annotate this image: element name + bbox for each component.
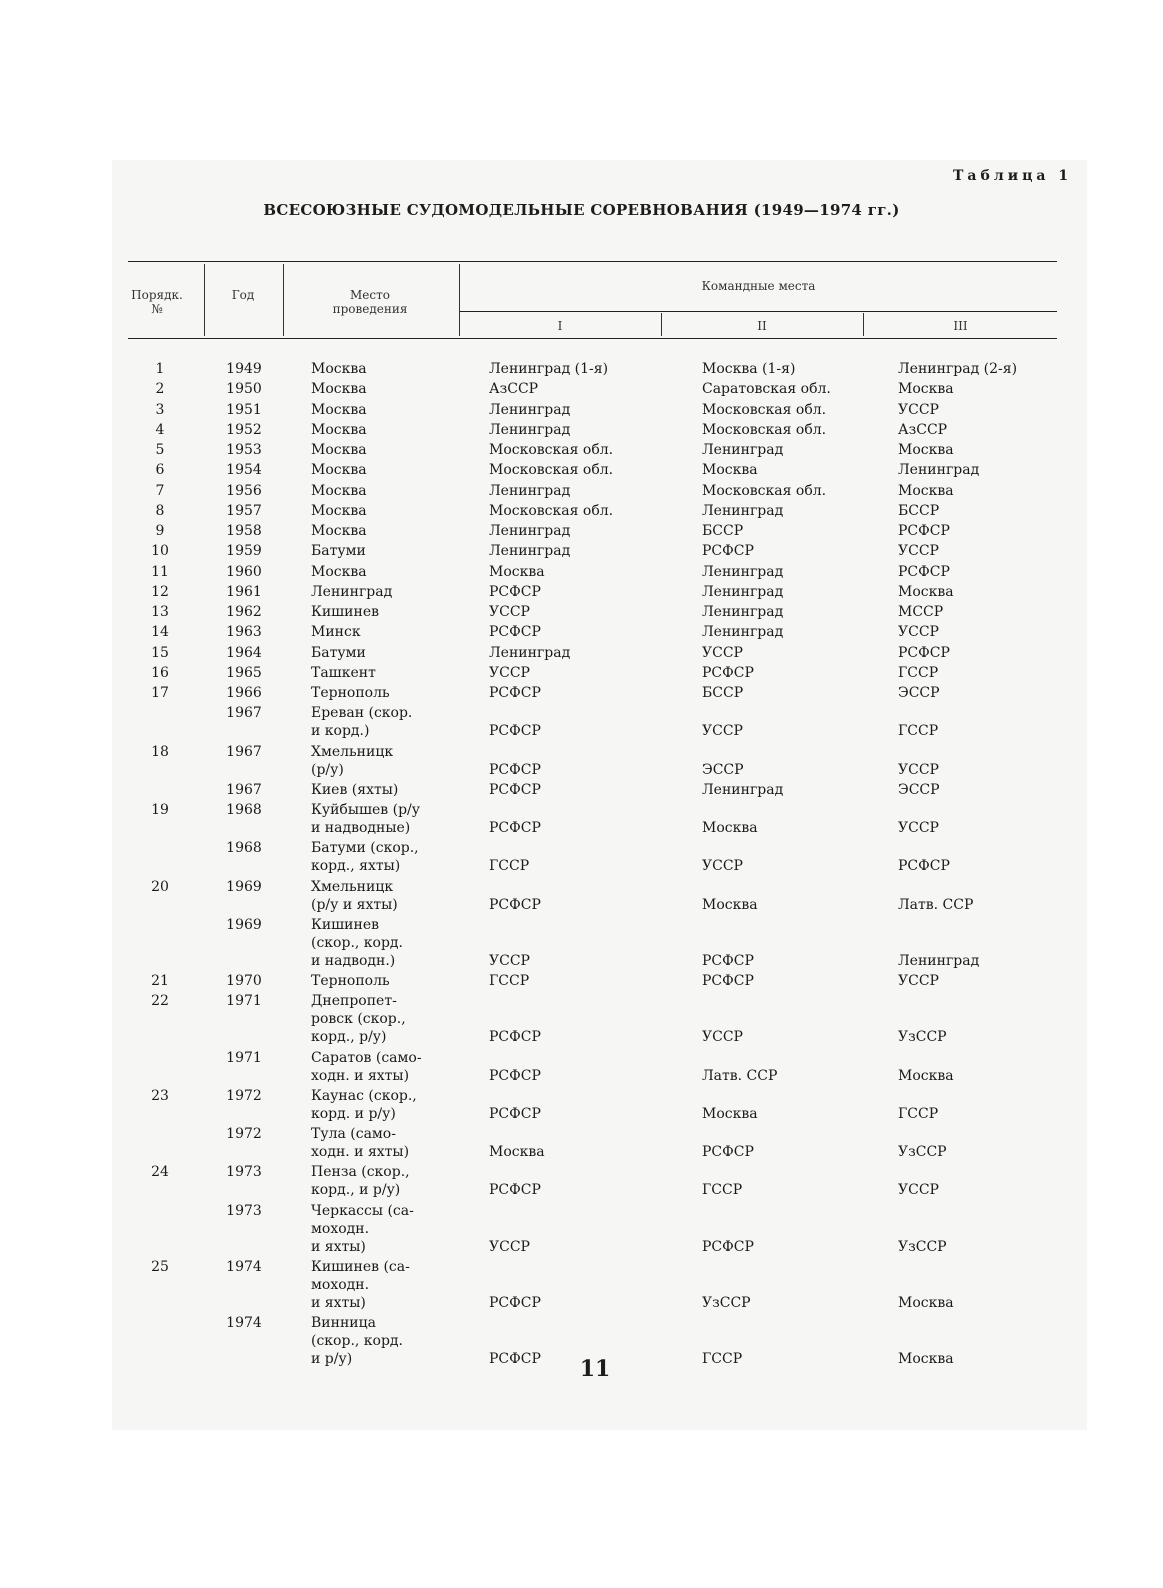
row-year: 1962 bbox=[226, 604, 262, 620]
row-place: Минск bbox=[311, 624, 361, 641]
row-first-place: РСФСР bbox=[489, 781, 541, 798]
row-second-place: Саратовская обл. bbox=[702, 381, 831, 398]
row-place: Ташкент bbox=[311, 664, 376, 681]
row-place: Винница (скор., корд. и р/у) bbox=[311, 1315, 404, 1367]
row-second-place: ГССР bbox=[702, 1351, 743, 1367]
row-third-place: Москва bbox=[898, 442, 954, 458]
row-number: 18 bbox=[151, 743, 169, 760]
row-first-place: АзССР bbox=[489, 381, 539, 398]
row-third-place: Москва bbox=[898, 1067, 954, 1084]
row-place: Кишинев bbox=[311, 604, 380, 620]
row-third-place: Москва bbox=[898, 381, 954, 398]
row-second-place: Москва (1-я) bbox=[702, 361, 796, 377]
table-top-rule bbox=[128, 261, 1057, 262]
row-number: 2 bbox=[155, 381, 165, 398]
row-first-place: РСФСР bbox=[489, 1294, 541, 1311]
row-place: Хмельницк (р/у и яхты) bbox=[311, 878, 398, 913]
row-third-place: УССР bbox=[898, 401, 939, 418]
row-year: 1965 bbox=[226, 664, 262, 681]
row-first-place: УССР bbox=[489, 1238, 530, 1255]
header-third: III bbox=[953, 319, 968, 333]
row-first-place: УССР bbox=[489, 604, 530, 620]
row-place: Саратов (само- ходн. и яхты) bbox=[311, 1049, 422, 1084]
header-second: II bbox=[757, 319, 767, 333]
row-number: 13 bbox=[151, 604, 169, 620]
row-third-place: УССР bbox=[898, 820, 939, 836]
row-year: 1968 bbox=[226, 802, 262, 818]
row-first-place: Ленинград bbox=[489, 421, 571, 438]
row-third-place: МССР bbox=[898, 604, 944, 620]
row-second-place: Ленинград bbox=[702, 624, 784, 641]
table-title: ВСЕСОЮЗНЫЕ СУДОМОДЕЛЬНЫЕ СОРЕВНОВАНИЯ (1949—1974 гг.) bbox=[263, 201, 900, 219]
row-year: 1970 bbox=[226, 973, 262, 989]
row-second-place: Москва bbox=[702, 1105, 758, 1122]
row-place: Ереван (скор. и корд.) bbox=[311, 705, 413, 740]
row-year: 1963 bbox=[226, 624, 262, 641]
row-first-place: Ленинград bbox=[489, 543, 571, 560]
row-first-place: Москва bbox=[489, 563, 545, 580]
row-second-place: УзССР bbox=[702, 1294, 751, 1311]
row-second-place: Московская обл. bbox=[702, 421, 827, 438]
row-year: 1972 bbox=[226, 1087, 262, 1104]
row-year: 1959 bbox=[226, 543, 262, 560]
row-first-place: Ленинград bbox=[489, 401, 571, 418]
row-year: 1953 bbox=[226, 442, 262, 458]
row-third-place: ГССР bbox=[898, 664, 939, 681]
row-third-place: Москва bbox=[898, 583, 954, 600]
row-place: Каунас (скор., корд. и р/у) bbox=[311, 1087, 417, 1122]
header-place: Место проведения bbox=[332, 288, 408, 316]
row-year: 1967 bbox=[226, 705, 262, 722]
row-second-place: Ленинград bbox=[702, 442, 784, 458]
row-number: 8 bbox=[155, 502, 165, 519]
row-third-place: РСФСР bbox=[898, 523, 950, 539]
row-third-place: УзССР bbox=[898, 1144, 947, 1160]
row-second-place: РСФСР bbox=[702, 1238, 754, 1255]
row-third-place: Москва bbox=[898, 1294, 954, 1311]
row-place: Москва bbox=[311, 361, 367, 377]
row-first-place: ГССР bbox=[489, 973, 530, 989]
row-third-place: УССР bbox=[898, 973, 939, 989]
row-place: Батуми bbox=[311, 543, 366, 560]
row-second-place: РСФСР bbox=[702, 543, 754, 560]
row-third-place: УзССР bbox=[898, 1029, 947, 1046]
row-third-place: ГССР bbox=[898, 723, 939, 740]
row-place: Киев (яхты) bbox=[311, 781, 399, 798]
row-second-place: УССР bbox=[702, 858, 743, 875]
row-third-place: Ленинград bbox=[898, 952, 980, 969]
row-number: 23 bbox=[151, 1087, 169, 1104]
row-second-place: УССР bbox=[702, 723, 743, 740]
row-place: Тернополь bbox=[311, 685, 390, 701]
row-first-place: УССР bbox=[489, 664, 530, 681]
row-second-place: РСФСР bbox=[702, 973, 754, 989]
row-third-place: РСФСР bbox=[898, 644, 950, 661]
row-number: 11 bbox=[151, 563, 169, 580]
row-year: 1966 bbox=[226, 685, 262, 701]
row-third-place: Москва bbox=[898, 482, 954, 499]
row-second-place: Москва bbox=[702, 820, 758, 836]
row-first-place: РСФСР bbox=[489, 1105, 541, 1122]
row-number: 7 bbox=[155, 482, 165, 499]
row-place: Куйбышев (р/у и надводные) bbox=[311, 802, 420, 836]
header-bottom-rule bbox=[128, 338, 1057, 339]
row-year: 1950 bbox=[226, 381, 262, 398]
row-third-place: УССР bbox=[898, 624, 939, 641]
row-place: Хмельницк (р/у) bbox=[311, 743, 394, 778]
row-third-place: ЭССР bbox=[898, 685, 940, 701]
row-first-place: РСФСР bbox=[489, 1351, 541, 1367]
row-second-place: Москва bbox=[702, 462, 758, 479]
row-year: 1969 bbox=[226, 916, 262, 933]
row-second-place: Ленинград bbox=[702, 604, 784, 620]
row-year: 1974 bbox=[226, 1315, 262, 1331]
row-first-place: РСФСР bbox=[489, 896, 541, 913]
row-year: 1956 bbox=[226, 482, 262, 499]
row-second-place: Ленинград bbox=[702, 502, 784, 519]
row-place: Днепропет- ровск (скор., корд., р/у) bbox=[311, 993, 406, 1046]
row-second-place: БССР bbox=[702, 685, 744, 701]
row-year: 1967 bbox=[226, 781, 262, 798]
row-first-place: Москва bbox=[489, 1144, 545, 1160]
row-place: Москва bbox=[311, 442, 367, 458]
row-first-place: Ленинград bbox=[489, 482, 571, 499]
header-first: I bbox=[557, 319, 563, 333]
row-second-place: Москва bbox=[702, 896, 758, 913]
row-first-place: Ленинград (1-я) bbox=[489, 361, 609, 377]
row-third-place: УССР bbox=[898, 1182, 939, 1199]
row-year: 1958 bbox=[226, 523, 262, 539]
row-number: 25 bbox=[151, 1258, 169, 1275]
row-third-place: БССР bbox=[898, 502, 940, 519]
row-number: 3 bbox=[155, 401, 165, 418]
row-place: Москва bbox=[311, 401, 367, 418]
row-second-place: РСФСР bbox=[702, 664, 754, 681]
row-third-place: Москва bbox=[898, 1351, 954, 1367]
row-first-place: РСФСР bbox=[489, 1182, 541, 1199]
row-number: 14 bbox=[151, 624, 169, 641]
row-second-place: ГССР bbox=[702, 1182, 743, 1199]
row-first-place: РСФСР bbox=[489, 1029, 541, 1046]
row-place: Москва bbox=[311, 563, 367, 580]
row-number: 15 bbox=[151, 644, 169, 661]
row-second-place: ЭССР bbox=[702, 761, 744, 778]
row-number: 16 bbox=[151, 664, 169, 681]
row-number: 17 bbox=[151, 685, 169, 701]
row-third-place: РСФСР bbox=[898, 563, 950, 580]
row-first-place: Ленинград bbox=[489, 523, 571, 539]
col-divider-year bbox=[283, 264, 284, 336]
row-place: Москва bbox=[311, 482, 367, 499]
header-year: Год bbox=[231, 288, 255, 302]
row-third-place: ЭССР bbox=[898, 781, 940, 798]
row-third-place: УССР bbox=[898, 543, 939, 560]
row-year: 1951 bbox=[226, 401, 262, 418]
table-label: Таблица 1 bbox=[953, 168, 1073, 184]
row-second-place: Ленинград bbox=[702, 563, 784, 580]
row-second-place: РСФСР bbox=[702, 952, 754, 969]
row-first-place: РСФСР bbox=[489, 820, 541, 836]
row-year: 1949 bbox=[226, 361, 262, 377]
row-year: 1973 bbox=[226, 1202, 262, 1219]
row-number: 4 bbox=[155, 421, 165, 438]
row-third-place: Латв. ССР bbox=[898, 896, 974, 913]
row-place: Москва bbox=[311, 421, 367, 438]
row-third-place: Ленинград (2-я) bbox=[898, 361, 1018, 377]
row-first-place: РСФСР bbox=[489, 761, 541, 778]
row-first-place: Московская обл. bbox=[489, 462, 614, 479]
row-place: Москва bbox=[311, 502, 367, 519]
row-year: 1972 bbox=[226, 1126, 262, 1142]
row-first-place: РСФСР bbox=[489, 1067, 541, 1084]
row-year: 1974 bbox=[226, 1258, 262, 1275]
row-year: 1971 bbox=[226, 1049, 262, 1066]
row-second-place: Московская обл. bbox=[702, 482, 827, 499]
row-number: 10 bbox=[151, 543, 169, 560]
row-year: 1957 bbox=[226, 502, 262, 519]
row-third-place: АзССР bbox=[898, 421, 948, 438]
row-year: 1964 bbox=[226, 644, 262, 661]
row-place: Черкассы (са- моходн. и яхты) bbox=[311, 1202, 414, 1255]
row-year: 1971 bbox=[226, 993, 262, 1010]
row-first-place: УССР bbox=[489, 952, 530, 969]
row-year: 1968 bbox=[226, 840, 262, 857]
row-second-place: РСФСР bbox=[702, 1144, 754, 1160]
row-number: 19 bbox=[151, 802, 169, 818]
row-year: 1952 bbox=[226, 421, 262, 438]
row-place: Ленинград bbox=[311, 583, 393, 600]
row-second-place: Московская обл. bbox=[702, 401, 827, 418]
row-first-place: Московская обл. bbox=[489, 502, 614, 519]
row-first-place: РСФСР bbox=[489, 583, 541, 600]
row-third-place: Ленинград bbox=[898, 462, 980, 479]
row-place: Тернополь bbox=[311, 973, 390, 989]
row-year: 1960 bbox=[226, 563, 262, 580]
row-year: 1967 bbox=[226, 743, 262, 760]
row-number: 22 bbox=[151, 993, 169, 1010]
row-third-place: УССР bbox=[898, 761, 939, 778]
row-place: Пенза (скор., корд., и р/у) bbox=[311, 1164, 410, 1199]
row-year: 1969 bbox=[226, 878, 262, 895]
row-place: Тула (само- ходн. и яхты) bbox=[311, 1126, 410, 1160]
row-second-place: УССР bbox=[702, 644, 743, 661]
row-second-place: Ленинград bbox=[702, 583, 784, 600]
row-third-place: УзССР bbox=[898, 1238, 947, 1255]
row-place: Москва bbox=[311, 381, 367, 398]
row-first-place: ГССР bbox=[489, 858, 530, 875]
row-place: Москва bbox=[311, 462, 367, 479]
row-first-place: Московская обл. bbox=[489, 442, 614, 458]
row-number: 12 bbox=[151, 583, 169, 600]
row-number: 1 bbox=[155, 361, 165, 377]
row-place: Батуми (скор., корд., яхты) bbox=[311, 840, 419, 875]
row-year: 1954 bbox=[226, 462, 262, 479]
row-place: Москва bbox=[311, 523, 367, 539]
row-place: Кишинев (скор., корд. и надводн.) bbox=[311, 916, 404, 969]
row-second-place: УССР bbox=[702, 1029, 743, 1046]
row-third-place: РСФСР bbox=[898, 858, 950, 875]
row-first-place: Ленинград bbox=[489, 644, 571, 661]
header-order: Порядк. № bbox=[131, 288, 183, 316]
row-second-place: БССР bbox=[702, 523, 744, 539]
col-divider-num bbox=[204, 264, 205, 336]
row-number: 20 bbox=[151, 878, 169, 895]
row-number: 9 bbox=[155, 523, 165, 539]
row-second-place: Латв. ССР bbox=[702, 1067, 778, 1084]
page-number: 11 bbox=[579, 1356, 611, 1382]
row-number: 21 bbox=[151, 973, 169, 989]
row-place: Кишинев (са- моходн. и яхты) bbox=[311, 1258, 410, 1311]
row-first-place: РСФСР bbox=[489, 723, 541, 740]
row-third-place: ГССР bbox=[898, 1105, 939, 1122]
row-first-place: РСФСР bbox=[489, 624, 541, 641]
header-subrule bbox=[459, 311, 1057, 312]
row-year: 1973 bbox=[226, 1164, 262, 1181]
header-team-places: Командные места bbox=[701, 279, 816, 293]
row-year: 1961 bbox=[226, 583, 262, 600]
row-first-place: РСФСР bbox=[489, 685, 541, 701]
row-second-place: Ленинград bbox=[702, 781, 784, 798]
row-number: 6 bbox=[155, 462, 165, 479]
row-number: 5 bbox=[155, 442, 165, 458]
row-number: 24 bbox=[151, 1164, 169, 1181]
row-place: Батуми bbox=[311, 644, 366, 661]
